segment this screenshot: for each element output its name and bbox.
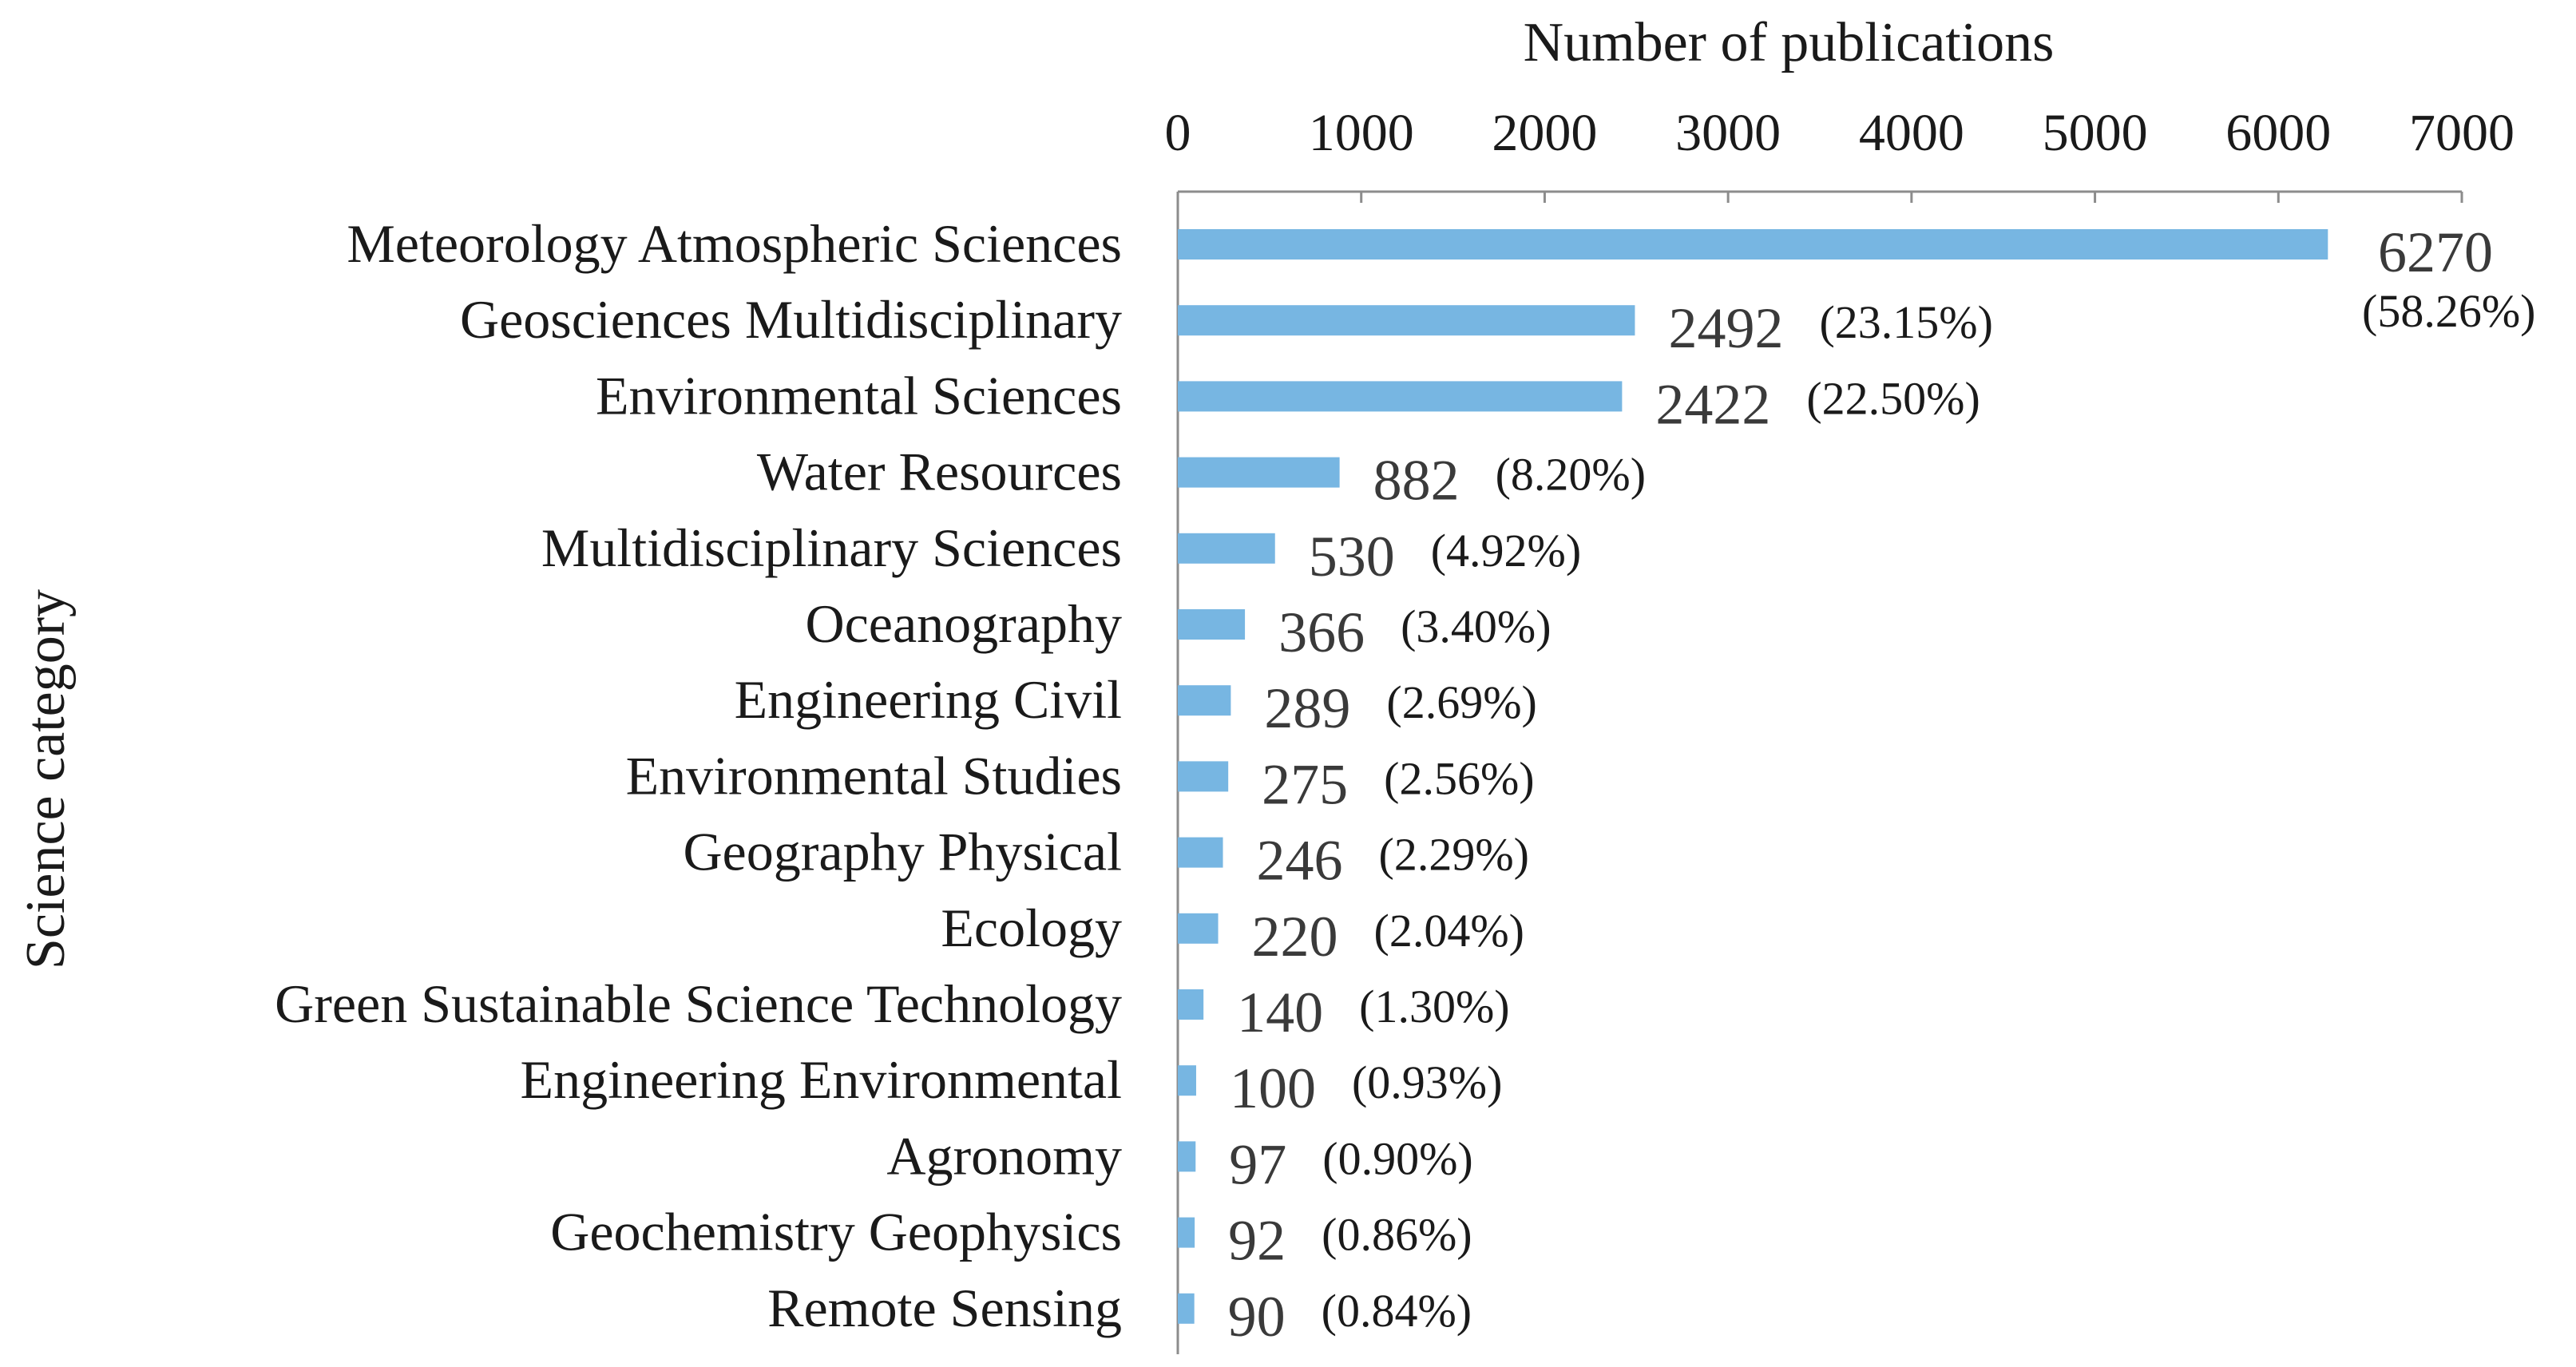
bar [1178,305,1635,335]
category-label: Remote Sensing [767,1277,1122,1338]
category-label: Ecology [941,897,1122,958]
bar [1178,761,1228,791]
x-tick-label: 1000 [1308,104,1414,162]
bar [1178,989,1203,1020]
value-label: 2492 [1668,296,1784,361]
category-label: Engineering Environmental [520,1049,1122,1111]
bar [1178,913,1219,944]
value-label: 530 [1308,524,1395,588]
y-axis-title: Science category [15,588,77,970]
category-label: Geosciences Multidisciplinary [459,289,1122,351]
bar [1178,458,1340,488]
bar [1178,609,1245,640]
value-label: 289 [1264,676,1351,741]
x-tick-label: 2000 [1492,104,1598,162]
percent-label: (0.93%) [1351,1056,1503,1109]
value-label: 275 [1262,752,1349,817]
bar [1178,1141,1195,1171]
bar [1178,533,1275,564]
percent-label: (0.84%) [1321,1284,1472,1337]
bar [1178,381,1622,411]
value-label: 246 [1256,828,1343,893]
percent-label: (2.56%) [1384,752,1535,805]
percent-label: (2.69%) [1386,676,1537,729]
percent-label: (3.40%) [1401,600,1552,652]
percent-label: (0.90%) [1322,1132,1473,1185]
category-label: Environmental Studies [625,745,1122,806]
percent-label: (22.50%) [1806,372,1980,425]
percent-label: (1.30%) [1359,981,1510,1032]
value-label: 92 [1228,1208,1286,1273]
percent-label: (0.86%) [1322,1208,1472,1261]
percent-label: (2.04%) [1373,904,1524,957]
percent-label: (4.92%) [1430,524,1582,577]
x-tick-label: 4000 [1858,104,1964,162]
bar [1178,838,1223,868]
category-label: Environmental Sciences [595,365,1122,426]
percent-labels [1322,285,2536,1337]
category-label: Geography Physical [683,821,1122,882]
x-tick-label: 5000 [2042,104,2148,162]
bar [1178,1218,1195,1248]
category-label: Green Sustainable Science Technology [275,973,1122,1034]
x-axis-title: Number of publications [1523,12,2055,73]
category-label: Engineering Civil [734,669,1122,731]
value-label: 2422 [1655,372,1771,437]
bar [1178,685,1231,715]
x-axis-ticks [1165,104,2515,203]
value-label: 366 [1278,600,1365,664]
value-label: 100 [1229,1056,1316,1121]
percent-label: (2.29%) [1378,828,1529,881]
percent-label: (58.26%) [2362,285,2536,337]
category-label: Water Resources [756,441,1122,502]
category-label: Geochemistry Geophysics [550,1201,1122,1262]
value-label: 6270 [2378,220,2493,284]
category-label: Agronomy [886,1125,1122,1187]
category-labels [275,213,1122,1338]
percent-label: (23.15%) [1819,296,1993,349]
x-tick-label: 3000 [1675,104,1781,162]
value-label: 90 [1227,1284,1286,1349]
category-label: Oceanography [805,593,1122,654]
x-tick-label: 6000 [2225,104,2332,162]
value-label: 882 [1373,448,1460,513]
bar [1178,1065,1196,1096]
value-label: 140 [1237,981,1324,1044]
bar [1178,229,2328,260]
percent-label: (8.20%) [1495,448,1647,501]
bar [1178,1294,1195,1324]
category-label: Meteorology Atmospheric Sciences [347,213,1122,274]
category-label: Multidisciplinary Sciences [541,517,1122,578]
value-label: 220 [1251,904,1338,969]
value-label: 97 [1229,1132,1287,1197]
x-tick-label: 7000 [2409,104,2515,162]
x-tick-label: 0 [1164,104,1191,162]
